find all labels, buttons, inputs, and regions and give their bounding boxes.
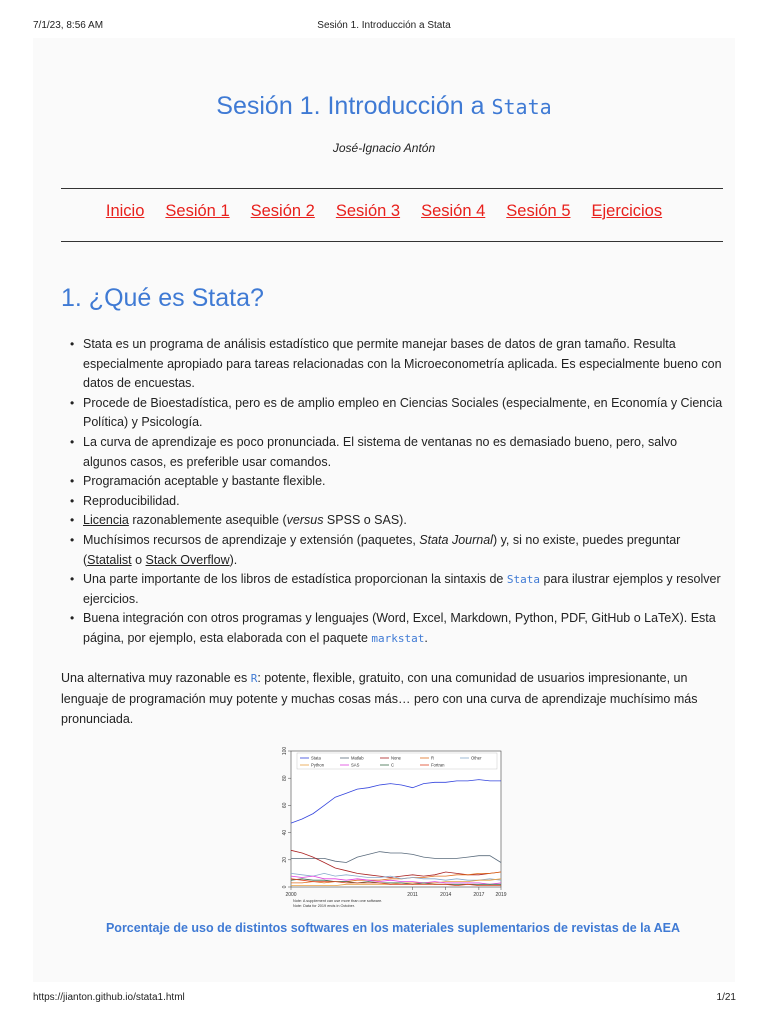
bullet-list (83, 335, 723, 649)
divider (61, 188, 723, 189)
print-header (0, 0, 768, 36)
legend-label-other: Other (471, 755, 482, 761)
x-tick-label: 2000 (285, 892, 297, 898)
nav-link-ejercicios[interactable]: Ejercicios (591, 202, 663, 220)
y-tick-label: 40 (282, 829, 288, 836)
chart-note: Note: Data for 2019 ends in October. (293, 904, 355, 908)
x-tick-label: 2017 (473, 892, 485, 898)
nav-bar (33, 202, 735, 221)
list-item: • Muchísimos recursos de aprendizaje y extensión (paquetes, Stata Journal) y, si no existe, puedes preguntar (Statalist o Stack Overflow). (83, 531, 723, 570)
author: José-Ignacio Antón (332, 141, 436, 155)
list-item: • La curva de aprendizaje es poco pronunciada. El sistema de ventanas no es demasiado bueno, pero, salvo algunos casos, es preferible usar comandos. (83, 433, 723, 472)
legend-label-c: C (391, 762, 395, 768)
inline-code: Stata (506, 573, 540, 587)
print-title: Sesión 1. Introducción a Stata (317, 20, 451, 31)
stack-overflow-link[interactable]: Stack Overflow (145, 552, 230, 567)
list-item: • Una parte importante de los libros de estadística proporcionan la sintaxis de Stata para ilustrar ejemplos y resolver ejercicios. (83, 570, 723, 609)
document-page (33, 38, 735, 982)
list-item: • Programación aceptable y bastante flexible. (83, 472, 723, 492)
list-item: • Procede de Bioestadística, pero es de amplio empleo en Ciencias Sociales (especialmente, en Economía y Ciencia Política) y Psicología. (83, 394, 723, 433)
legend-label-fortran: Fortran (431, 762, 445, 768)
legend-label-r: R (431, 755, 435, 761)
nav-link-sesion-1[interactable]: Sesión 1 (165, 202, 230, 220)
x-tick-label: 2019 (495, 892, 507, 898)
list-item: • Buena integración con otros programas y lenguajes (Word, Excel, Markdown, Python, PDF, GitHub o LaTeX). Esta página, por ejemplo, esta elaborada con el paquete markstat. (83, 609, 723, 648)
list-item: • Licencia razonablemente asequible (versus SPSS o SAS). (83, 511, 723, 531)
y-tick-label: 20 (282, 857, 288, 863)
legend-label-matlab: Matlab (351, 755, 364, 761)
figure (277, 743, 507, 915)
paragraph: Una alternativa muy razonable es R: potente, flexible, gratuito, con una comunidad de usuarios impresionante, un lenguaje de programación muy potente y muchas cosas más… pero con una curva de aprendizaje muchísimo más pronunciada. (61, 671, 698, 726)
x-tick-label: 2011 (407, 892, 418, 898)
print-datetime: 7/1/23, 8:56 AM (33, 20, 104, 31)
y-tick-label: 0 (282, 885, 288, 889)
legend-label-stata: Stata (311, 755, 321, 761)
line-chart (277, 743, 507, 915)
nav-link-sesion-5[interactable]: Sesión 5 (506, 202, 571, 220)
page-url: https://jianton.github.io/stata1.html (33, 992, 185, 1003)
page-title: Sesión 1. Introducción a Stata (216, 92, 552, 120)
inline-code: R (250, 672, 258, 685)
page-number: 1/21 (716, 992, 736, 1003)
nav-link-sesion-2[interactable]: Sesión 2 (250, 202, 315, 220)
figure-caption: Porcentaje de uso de distintos softwares en los materiales suplementarios de revistas de la AEA (105, 921, 681, 935)
chart-note: Note: A supplement can use more than one software. (293, 899, 383, 903)
nav-link-sesion-4[interactable]: Sesión 4 (421, 202, 486, 220)
nav-link-inicio[interactable]: Inicio (105, 202, 145, 220)
legend-label-sas: SAS (351, 762, 360, 768)
nav-link-sesion-3[interactable]: Sesión 3 (335, 202, 401, 220)
list-item: • Reproducibilidad. (83, 492, 723, 512)
statalist-link[interactable]: Statalist (87, 552, 132, 567)
section-heading: 1. ¿Qué es Stata? (61, 284, 264, 312)
plot-area (291, 751, 501, 887)
inline-code: markstat (371, 631, 425, 645)
x-tick-label: 2014 (440, 892, 452, 898)
y-tick-label: 100 (282, 746, 288, 756)
y-tick-label: 60 (282, 802, 288, 809)
legend-label-python: Python (311, 762, 325, 768)
legend-label-none: None (391, 755, 402, 761)
licencia-link[interactable]: Licencia (83, 513, 129, 528)
list-item: • Stata es un programa de análisis estadístico que permite manejar bases de datos de gran tamaño. Resulta especialmente apropiado para tareas relacionadas con la Microeconometría aplicada. Es especialmente bueno con datos de encuestas. (83, 335, 723, 394)
y-tick-label: 80 (282, 775, 288, 781)
divider (61, 241, 723, 242)
